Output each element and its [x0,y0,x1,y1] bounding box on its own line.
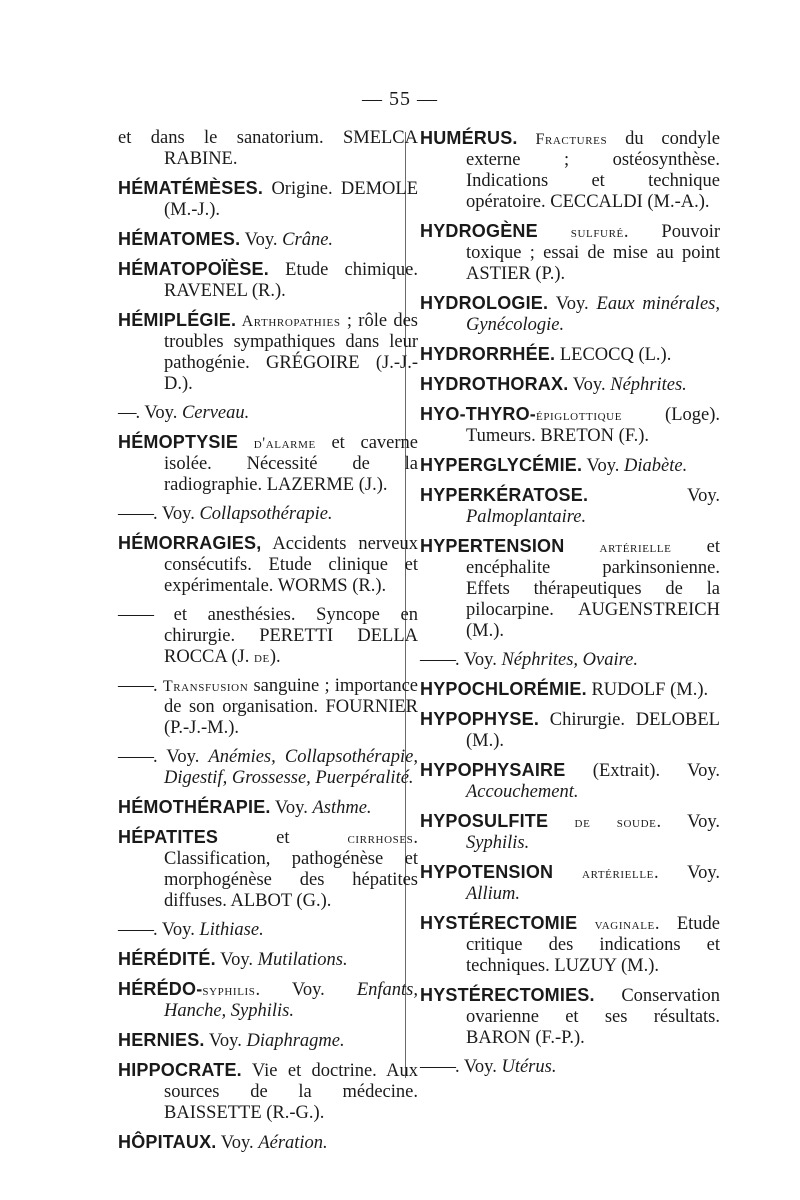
entry-heading: HYPOTENSION [420,862,554,882]
index-entry: HÉMATOPOÏÈSE. Etude chimique. RAVENEL (R.). [118,259,418,301]
index-entry: HYPOPHYSAIRE (Extrait). Voy. Accouchement. [420,760,720,802]
left-column [118,128,418,1162]
index-entry: HYPOTENSION artérielle. Voy. Allium. [420,862,720,904]
entry-heading: HYPOSULFITE [420,811,549,831]
cross-reference: Néphrites. [610,375,687,395]
index-entry: HYSTÉRECTOMIE vaginale. Etude critique des indications et techniques. LUZUY (M.). [420,913,720,976]
cross-reference: Collapsothérapie. [199,504,333,524]
index-entry: HYPERTENSION artérielle et encéphalite parkinsonienne. Effets thérapeutiques de la pilocarpine. AUGENSTREICH (M.). [420,536,720,641]
entry-heading: HÔPITAUX. [118,1132,217,1152]
entry-heading: HYPERKÉRATOSE. [420,485,589,505]
entry-heading: HÉMOTHÉRAPIE. [118,797,271,817]
index-entry: HÔPITAUX. Voy. Aération. [118,1132,328,1153]
index-entry: HYDROGÈNE sulfuré. Pouvoir toxique ; essai de mise au point ASTIER (P.). [420,221,720,284]
page-number: — 55 — [362,88,438,110]
index-entry: HUMÉRUS. Fractures du condyle externe ; ostéosynthèse. Indications et technique opératoire. CECCALDI (M.-A.). [420,128,720,212]
right-column [420,128,720,1086]
cross-reference: Accouchement. [466,782,579,802]
index-entry: HYDROLOGIE. Voy. Eaux minérales, Gynécologie. [420,293,720,335]
index-entry: HYDRORRHÉE. LECOCQ (L.). [420,344,672,365]
index-entry: HÉMATOMES. Voy. Crâne. [118,229,334,250]
cross-reference: Allium. [466,884,520,904]
index-entry: ——. Voy. Néphrites, Ovaire. [420,650,638,670]
index-entry: HÉMOTHÉRAPIE. Voy. Asthme. [118,797,372,818]
index-entry: HERNIES. Voy. Diaphragme. [118,1030,345,1051]
index-entry: HIPPOCRATE. Vie et doctrine. Aux sources de la médecine. BAISSETTE (R.-G.). [118,1060,418,1123]
entry-heading: HÉMATOMES. [118,229,241,249]
cross-reference: Syphilis. [466,833,530,853]
entry-heading: HÉMIPLÉGIE. [118,310,237,330]
cross-reference: Asthme. [312,798,372,818]
entry-heading: HÉMATOPOÏÈSE. [118,259,269,279]
entry-heading: HÉRÉDO- [118,979,203,999]
entry-heading: HYSTÉRECTOMIE [420,913,578,933]
cross-reference: Mutilations. [257,950,348,970]
cross-reference: Palmoplantaire. [466,507,587,527]
index-entry: HÉMORRAGIES, Accidents nerveux consécutifs. Etude clinique et expérimentale. WORMS (R.). [118,533,418,596]
index-entry: HÉRÉDITÉ. Voy. Mutilations. [118,949,348,970]
cross-reference: Cerveau. [181,403,250,423]
cross-reference: Diabète. [624,456,688,476]
index-entry: ——. Transfusion sanguine ; importance de son organisation. FOURNIER (P.-J.-M.). [118,676,418,738]
cross-reference: Néphrites, Ovaire. [501,650,638,670]
entry-heading: HÉMORRAGIES, [118,533,262,553]
index-entry: et dans le sanatorium. SMELCA RABINE. [118,128,418,169]
entry-heading: HÉMATÉMÈSES. [118,178,264,198]
entry-heading: HYPOPHYSAIRE [420,760,566,780]
index-entry: HÉMATÉMÈSES. Origine. DEMOLE (M.-J.). [118,178,418,220]
cross-reference: Utérus. [501,1057,557,1077]
index-entry: HYO-THYRO-épiglottique (Loge). Tumeurs. BRETON (F.). [420,404,720,446]
index-entry: ——. Voy. Collapsothérapie. [118,504,333,524]
entry-heading: HÉPATITES [118,827,219,847]
entry-heading: HÉRÉDITÉ. [118,949,216,969]
index-entry: HÉMOPTYSIE d'alarme et caverne isolée. Nécessité de la radiographie. LAZERME (J.). [118,432,418,495]
index-entry: HYPOCHLORÉMIE. RUDOLF (M.). [420,679,709,700]
cross-reference: Lithiase. [199,920,264,940]
entry-heading: HÉMOPTYSIE [118,432,239,452]
entry-heading: HYDROGÈNE [420,221,538,241]
entry-heading: HYPOCHLORÉMIE. [420,679,587,699]
index-entry: HYPERGLYCÉMIE. Voy. Diabète. [420,455,688,476]
entry-heading: HYDROLOGIE. [420,293,549,313]
entry-heading: HYDROTHORAX. [420,374,569,394]
entry-heading: HYPERGLYCÉMIE. [420,455,583,475]
cross-reference: Aération. [258,1133,328,1153]
index-entry: —— et anesthésies. Syncope en chirurgie. PERETTI DELLA ROCCA (J. de). [118,605,418,667]
index-entry: HYPERKÉRATOSE. Voy. Palmoplantaire. [420,485,720,527]
cross-reference: Eaux minérales, Gynécologie. [466,294,720,335]
entry-heading: HERNIES. [118,1030,205,1050]
index-entry: HÉPATITES et cirrhoses. Classification, pathogénèse et morphogénèse des hépatites diffuses. ALBOT (G.). [118,827,418,911]
entry-heading: HYO-THYRO- [420,404,536,424]
entry-heading: HYPOPHYSE. [420,709,540,729]
entry-heading: HYPERTENSION [420,536,565,556]
index-entry: ——. Voy. Lithiase. [118,920,264,940]
entry-heading: HYSTÉRECTOMIES. [420,985,595,1005]
index-entry: HYDROTHORAX. Voy. Néphrites. [420,374,687,395]
cross-reference: Anémies, Collapsothérapie, Digestif, Grossesse, Puerpéralité. [164,747,418,788]
entry-heading: HIPPOCRATE. [118,1060,242,1080]
cross-reference: Crâne. [282,230,334,250]
index-entry: HÉMIPLÉGIE. Arthropathies ; rôle des troubles sympathiques dans leur pathogénie. GRÉGOIRE (J.-J.-D.). [118,310,419,394]
cross-reference: Enfants, Hanche, Syphilis. [164,980,418,1021]
index-entry: —. Voy. Cerveau. [118,403,250,423]
index-entry: ——. Voy. Utérus. [420,1057,557,1077]
entry-heading: HYDRORRHÉE. [420,344,556,364]
index-entry: HÉRÉDO-syphilis. Voy. Enfants, Hanche, Syphilis. [118,979,418,1021]
index-entry: HYSTÉRECTOMIES. Conservation ovarienne et ses résultats. BARON (F.-P.). [420,985,720,1048]
index-entry: HYPOSULFITE de soude. Voy. Syphilis. [420,811,720,853]
cross-reference: Diaphragme. [246,1031,345,1051]
index-entry: ——. Voy. Anémies, Collapsothérapie, Digestif, Grossesse, Puerpéralité. [118,747,418,788]
index-entry: HYPOPHYSE. Chirurgie. DELOBEL (M.). [420,709,720,751]
entry-heading: HUMÉRUS. [420,128,518,148]
